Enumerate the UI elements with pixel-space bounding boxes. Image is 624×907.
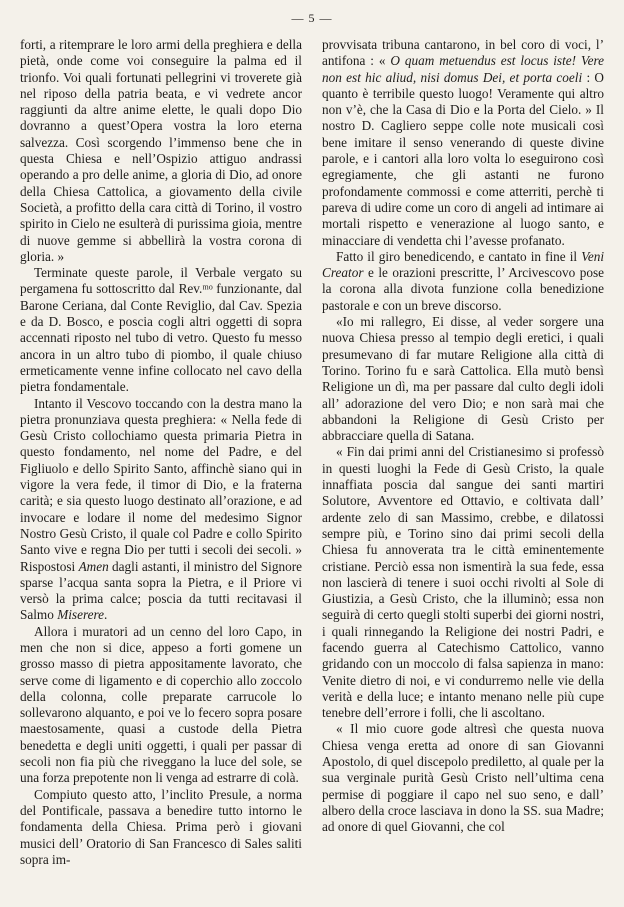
- paragraph: «Io mi rallegro, Ei disse, al veder sorgere una nuova Chiesa presso al tempio degli eretici, i quali presumevano di far mutare Religione alla città di Torino. Torino fu e sarà Cattolica. Ella mutò bensì Religione un dì, ma per passare dal culto degli idoli all’ adorazione del vero Dio; e non sarà mai che abbandoni la Religione di Gesù Cristo per abbracciare quella di Satana.: [322, 314, 604, 444]
- italic-word: Amen: [78, 558, 109, 574]
- paragraph: « Fin dai primi anni del Cristianesimo si professò in questi luoghi la Fede di Gesù Cristo, la quale innaffiata poscia dal sangue dei santi martiri Solutore, Avventore ed Ottavio, e coltivata dall’ ardente zelo di san Massimo, crebbe, e dilatossi sempre più, e Torino sino dai primi secoli della Chiesa fu annoverata tra le città eminentemente cristiane. Perciò essa non ismentirà la sua fede, essa non lascierà di tenere i suoi occhi rivolti al Sole di Giustizia, a Gesù Cristo, che la illuminò; essa non seguirà di certo quegli stolti superbi dei giorni nostri, i quali rinnegando la Religione dei nostri Padri, e facendo guerra al Catechismo Cattolico, vanno gridando con un moccolo di falsa sapienza in mano: Venite dietro di noi, e vi condurremo nelle vie della verità e della luce; e intanto menano nelle più cupe tenebre dell’errore i folli, che li ascoltano.: [322, 444, 604, 721]
- italic-title: Veni Creator: [322, 248, 604, 281]
- paragraph: Terminate queste parole, il Verbale vergato su pergamena fu sottoscritto dal Rev.ᵐᵒ funzionante, dal Barone Ceriana, dal Conte Reviglio, dal Cav. Spezia e da D. Bosco, e poscia cogli altri oggetti di sopra accennati riposto nel tubo di vetro. Questo fu messo ancora in un altro tubo di piombo, il quale chiuso ermeticamente venne infine collocato nel cavo della pietra fondamentale.: [20, 265, 302, 395]
- paragraph: « Il mio cuore gode altresì che questa nuova Chiesa venga eretta ad onore di san Giovanni Apostolo, di quel discepolo prediletto, al quale per la sua verginale purità Gesù Cristo nell’ultima cena permise di poggiare il capo nel suo seno, e dall’ albero della croce lasciava in dono la SS. sua Madre; ad onore di quel Giovanni, che col: [322, 721, 604, 835]
- paragraph: [20, 396, 302, 624]
- paragraph: Compiuto questo atto, l’inclito Presule, a norma del Pontificale, passava a benedire tutto intorno le fondamenta della Chiesa. Prima però i giovani musici dell’ Oratorio di San Francesco di Sales saliti sopra im-: [20, 786, 302, 867]
- italic-word: Miserere: [57, 607, 105, 623]
- text-run: provvisata tribuna cantarono, in bel coro di voci, l’ antifona : «: [322, 37, 604, 69]
- left-column: [20, 37, 302, 897]
- paragraph: forti, a ritemprare le loro armi della preghiera e della pietà, onde come voi conseguire la palma ed il trionfo. Voi quali fortunati pellegrini vi troverete già nel riposo della patria beata, e vi vedrete ancor raggiunti da altre anime elette, le quali dopo Dio dovranno a quest’Opera vostra la loro eterna salvezza. Così scorgendo l’immenso bene che in questa Chiesa e nell’Ospizio attiguo andrassi operando a pro delle anime, a gloria di Dio, ad onore della Chiesa Cattolica, a giovamento della civile Società, a profitto della cara città di Torino, il vostro spirito in Cielo ne esulterà di purissima gioia, mentre di nuove gemme si abbellirà la vostra corona di gloria. »: [20, 37, 302, 264]
- paragraph: Allora i muratori ad un cenno del loro Capo, in men che non si dice, appeso a forti gomene un grosso masso di pietra appositamente lavorato, che serve come di ligamento e di coperchio allo zoccolo della colonna, colle preparate carrucole lo sollevarono alquanto, e poi ve lo fecero sopra posare maestosamente, quasi a custode della Pietra benedetta e degli uniti oggetti, i quali per passar di secoli non fia più che riveggano la luce del sole, se una forza prepotente non li venga ad estrarre di colà.: [20, 623, 302, 786]
- latin-quote: O quam metuendus est locus iste! Vere non est hic aliud, nisi domus Dei, et porta coeli: [322, 53, 604, 85]
- paragraph: [322, 37, 604, 249]
- text-run: : O quanto è terribile questo luogo! Veramente qui altro non v’è, che la Casa di Dio e la Porta del Cielo. » Il nostro D. Cagliero seppe colle note musicali così bene imitare il senso venerando di queste divine parole, e i cantori alla loro volta lo eseguirono così egregiamente, che gli astanti ne furono profondamente commossi e come atterriti, perchè ti pareva di udire come un coro di angeli ad intimare ai mortali rispetto e venerazione al luogo santo, e minacciare di vendetta chi l’avesse profanato.: [322, 69, 604, 248]
- text-run: Intanto il Vescovo toccando con la destra mano la pietra pronunziava questa preghiera: « Nella fede di Gesù Cristo collochiamo questa primaria Pietra in questo fondamento, nel nome del Padre, e del Figliuolo e dello Spirito Santo, affinchè siano qui in vigore la vera fede, il timor di Dio, e la fraterna carità; e sia questo luogo destinato all’orazione, e ad invocare e lodare il nome del medesimo Signor Nostro Gesù Cristo, il quale col Padre e collo Spirito Santo vive e regna Dio per tutti i secoli dei secoli. » Rispostosi: [20, 395, 302, 574]
- text-run: e le orazioni prescritte, l’ Arcivescovo pose la corona alla divota funzione colla benedizione pastorale e con un breve discorso.: [322, 265, 604, 313]
- right-column: [322, 37, 604, 897]
- text-run: dagli astanti, il ministro del Signore sparse l’acqua santa sopra la Pietra, e il Priore vi versò la prima calce; poscia da tutti recitavasi il Salmo: [20, 558, 302, 623]
- paragraph: [322, 249, 604, 314]
- text-run: .: [104, 607, 108, 623]
- text-run: Fatto il giro benedicendo, e cantato in fine il: [336, 248, 582, 264]
- page-number: — 5 —: [291, 11, 333, 25]
